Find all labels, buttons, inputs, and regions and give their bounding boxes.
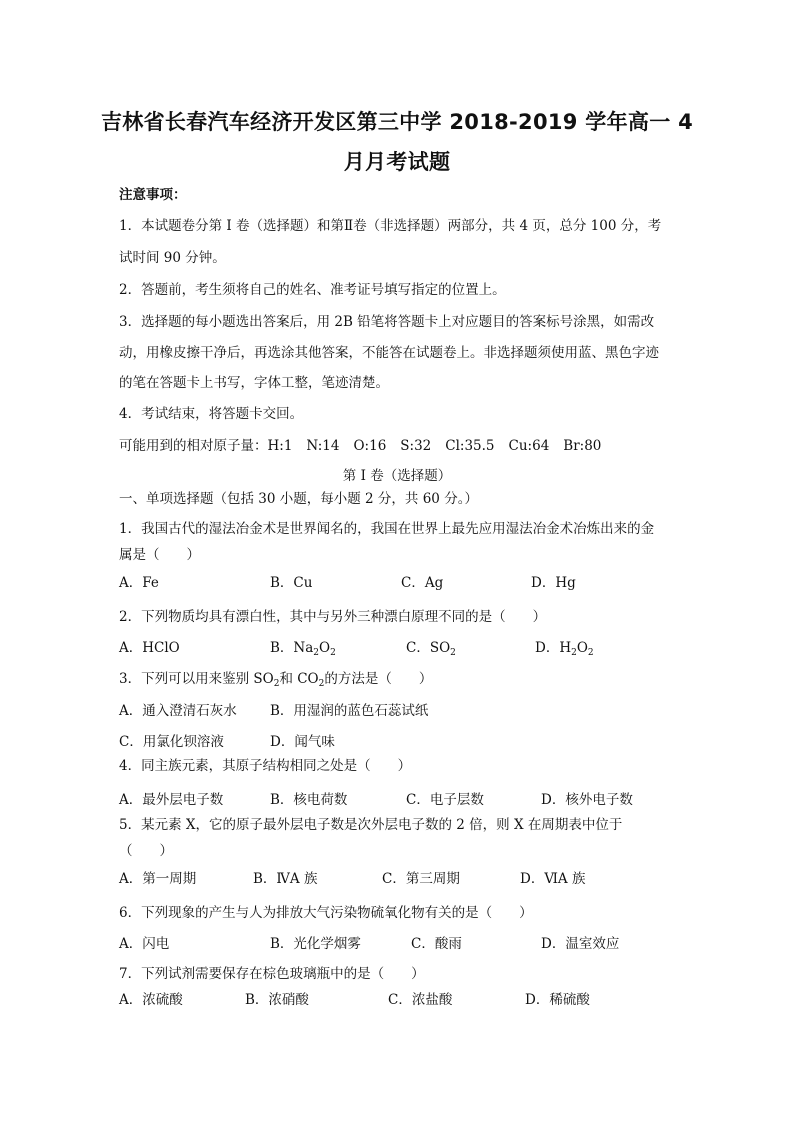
q4-option-d: D．核外电子数 [541, 792, 633, 808]
atomic-mass-line [119, 437, 601, 455]
section1-title: 第 I 卷（选择题） [342, 468, 452, 484]
q3-option-a: A．通入澄清石灰水 [119, 703, 237, 719]
q1-option-c: C．Ag [401, 575, 444, 591]
notice-item-3b: 动，用橡皮擦干净后，再选涂其他答案，不能答在试题卷上。非选择题须使用蓝、黑色字迹 [119, 345, 659, 361]
q6-stem: 6．下列现象的产生与人为排放大气污染物硫氧化物有关的是（ ） [119, 905, 533, 921]
q2-option-a: A．HClO [119, 640, 180, 656]
q3-stem: 3．下列可以用来鉴别 $SO_2$和 $CO_2$的方法是（ ） [119, 671, 433, 689]
notice-item-3a: 3．选择题的每小题选出答案后，用 2B 铅笔将答题卡上对应题目的答案标号涂黑，如需改 [119, 314, 655, 330]
q2-stem: 2．下列物质均具有漂白性，其中与另外三种漂白原理不同的是（ ） [119, 609, 547, 625]
atomic-mass-n: N:14 [306, 438, 340, 454]
q5-stem-line2: （ ） [119, 843, 173, 859]
q7-option-d: D．稀硫酸 [525, 992, 590, 1008]
q1-option-a: A．Fe [119, 575, 159, 591]
notice-heading: 注意事项： [119, 187, 187, 203]
q5-option-c: C．第三周期 [382, 871, 460, 887]
q2-option-c: C．$SO_2$ [406, 640, 456, 658]
exam-title-line2: 月月考试题 [343, 150, 451, 174]
q7-option-a: A．浓硫酸 [119, 992, 183, 1008]
part1-heading: 一、单项选择题（包括 30 小题，每小题 2 分，共 60 分。） [119, 491, 478, 507]
q6-option-b: B．光化学烟雾 [270, 936, 361, 952]
q7-stem: 7．下列试剂需要保存在棕色玻璃瓶中的是（ ） [119, 966, 425, 982]
atomic-mass-h: H:1 [267, 438, 293, 454]
q5-option-b: B．ⅣA 族 [253, 871, 318, 887]
q2-option-b: B．$Na_2O_2$ [270, 640, 336, 658]
q3-option-d: D．闻气味 [270, 734, 335, 750]
q5-stem-line1: 5．某元素 X，它的原子最外层电子数是次外层电子数的 2 倍，则 X 在周期表中位于 [119, 817, 623, 833]
q1-stem-line2: 属是（ ） [119, 547, 200, 563]
notice-item-4: 4．考试结束，将答题卡交回。 [119, 406, 304, 422]
notice-item-3c: 的笔在答题卡上书写，字体工整，笔迹清楚。 [119, 375, 389, 391]
notice-item-2: 2．答题前，考生须将自己的姓名、准考证号填写指定的位置上。 [119, 282, 506, 298]
atomic-mass-br: Br:80 [563, 438, 602, 454]
q5-option-d: D．ⅥA 族 [520, 871, 586, 887]
atomic-mass-s: S:32 [400, 438, 432, 454]
atomic-mass-cu: Cu:64 [508, 438, 550, 454]
q4-option-a: A．最外层电子数 [119, 792, 224, 808]
notice-item-1b: 试时间 90 分钟。 [119, 250, 226, 266]
q6-option-c: C．酸雨 [411, 936, 462, 952]
q1-option-b: B．Cu [270, 575, 313, 591]
atomic-mass-o: O:16 [353, 438, 387, 454]
q3-option-b: B．用湿润的蓝色石蕊试纸 [270, 703, 429, 719]
atomic-mass-label: 可能用到的相对原子量： [119, 438, 268, 454]
q7-option-c: C．浓盐酸 [388, 992, 453, 1008]
q6-option-d: D．温室效应 [541, 936, 620, 952]
q3-option-c: C．用氯化钡溶液 [119, 734, 224, 750]
q4-option-b: B．核电荷数 [270, 792, 348, 808]
atomic-mass-cl: Cl:35.5 [445, 438, 495, 454]
q4-stem: 4．同主族元素，其原子结构相同之处是（ ） [119, 758, 412, 774]
notice-item-1a: 1．本试题卷分第 I 卷（选择题）和第Ⅱ卷（非选择题）两部分，共 4 页，总分 100 分，考 [119, 218, 662, 234]
q4-option-c: C．电子层数 [406, 792, 484, 808]
exam-title-line1: 吉林省长春汽车经济开发区第三中学 2018-2019 学年高一 4 [100, 110, 694, 134]
q7-option-b: B．浓硝酸 [245, 992, 309, 1008]
q1-stem-line1: 1．我国古代的湿法冶金术是世界闻名的，我国在世界上最先应用湿法冶金术冶炼出来的金 [119, 521, 655, 537]
q5-option-a: A．第一周期 [119, 871, 197, 887]
q2-option-d: D．$H_2O_2$ [535, 640, 594, 658]
q6-option-a: A．闪电 [119, 936, 170, 952]
q1-option-d: D．Hg [531, 575, 576, 591]
